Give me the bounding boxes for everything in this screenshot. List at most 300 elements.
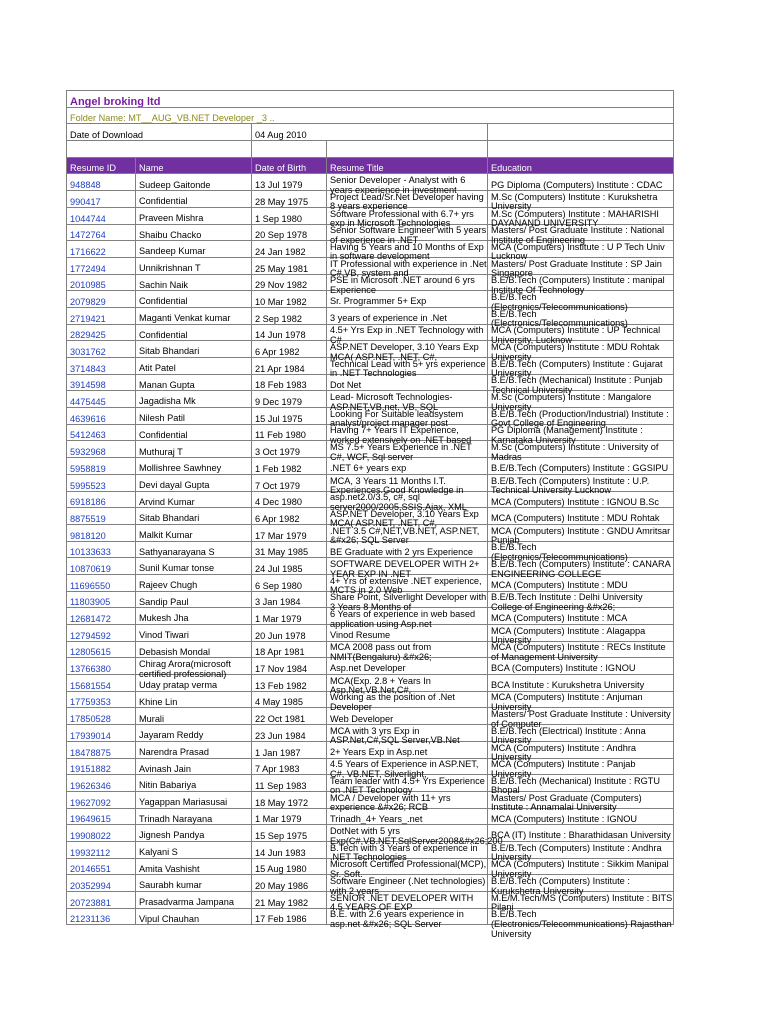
table-row (67, 625, 674, 642)
resume-title-cell (327, 775, 488, 796)
name-cell (136, 658, 252, 679)
empty-cell (488, 124, 674, 141)
resume-title-cell (327, 725, 488, 746)
education-cell-text: B.E/B.Tech (Electronics/Telecommunications) (491, 308, 628, 329)
table-row (67, 775, 674, 792)
education-cell-text: MCA (Computers) Institute : Anjuman University (491, 692, 643, 713)
resume-id-cell: 12681472 (67, 608, 136, 625)
resume-title-cell-text: 2+ Years Exp in Asp.net (330, 746, 428, 757)
name-cell (136, 458, 252, 475)
education-cell (488, 307, 674, 329)
name-cell-text: Sandeep Kumar (139, 246, 206, 257)
resume-id-cell: 17759353 (67, 691, 136, 708)
table-row (67, 291, 674, 308)
education-cell (488, 474, 674, 496)
name-cell-text: Muthuraj T (139, 446, 183, 457)
education-cell-text: MCA (Computers) Institute : MDU Rohtak (491, 513, 660, 524)
resume-title-cell-text: Having 5 Years and 10 Months of Exp in software development (330, 241, 484, 262)
table-row (67, 241, 674, 258)
name-cell (136, 207, 252, 224)
table-row (67, 191, 674, 208)
resume-id-cell: 19627092 (67, 791, 136, 808)
table-row (67, 374, 674, 391)
education-cell (488, 241, 674, 262)
dob-cell: 2 Sep 1982 (252, 307, 327, 324)
resume-title-cell (327, 374, 488, 391)
dob-cell: 4 May 1985 (252, 691, 327, 708)
resume-title-cell (327, 508, 488, 529)
resume-title-cell (327, 841, 488, 863)
name-cell-text: Arvind Kumar (139, 496, 195, 507)
resume-title-cell (327, 641, 488, 662)
resume-title-cell (327, 708, 488, 725)
table-row (67, 841, 674, 858)
education-cell (488, 741, 674, 763)
resume-title-cell (327, 391, 488, 412)
name-cell-text: Vipul Chauhan (139, 913, 200, 924)
education-cell (488, 491, 674, 508)
resume-title-cell (327, 324, 488, 345)
education-cell (488, 725, 674, 746)
name-cell-text: Maganti Venkat kumar (139, 313, 231, 324)
education-cell (488, 658, 674, 675)
name-cell (136, 641, 252, 658)
name-cell-text: Unnikrishnan T (139, 262, 201, 273)
name-cell (136, 775, 252, 792)
education-cell (488, 424, 674, 446)
name-cell (136, 625, 252, 642)
name-cell (136, 324, 252, 341)
sheet-title-row (67, 91, 674, 108)
folder-row (67, 107, 674, 124)
education-cell-text: MCA (Computers) Institute : RECs Institute of Management University (491, 642, 666, 662)
resume-id-cell: 20723881 (67, 892, 136, 909)
resume-title-cell (327, 274, 488, 295)
resume-id-cell: 990417 (67, 191, 136, 208)
resume-title-cell (327, 758, 488, 779)
name-cell (136, 675, 252, 692)
resume-title-cell (327, 458, 488, 475)
resume-title-cell-text: 4.5 Years of Experience in ASP.NET, C#, VB.NET, Silverlight, (330, 759, 479, 779)
resume-id-cell: 19932112 (67, 841, 136, 858)
table-row (67, 892, 674, 909)
education-cell (488, 875, 674, 896)
resume-title-cell-text: DotNet with 5 yrs Exp(C#,VB.NET,SqlServer2008&#x26;200 (330, 825, 503, 846)
resume-title-cell-text: MCA / Developer with 11+ yrs experience &#x26; RCB (330, 792, 451, 813)
table-row (67, 257, 674, 274)
resume-id-cell: 948848 (67, 174, 136, 191)
resume-title-cell (327, 741, 488, 758)
dob-cell: 1 Feb 1982 (252, 458, 327, 475)
education-cell-text: MCA (Computers) Institute : MDU (491, 580, 628, 591)
resume-title-cell-text: MCA(Exp. 2.8 + Years In Asp.Net,VB.Net,C#, (330, 675, 431, 696)
dob-cell: 20 May 1986 (252, 875, 327, 892)
resume-title-cell (327, 675, 488, 696)
resume-title-cell-text: PSE in Microsoft .NET around 6 yrs Experience (330, 275, 475, 295)
education-cell-text: BCA (Computers) Institute : IGNOU (491, 663, 636, 674)
name-cell (136, 274, 252, 291)
resume-title-cell-text: .NET 3.5 C#,NET,VB.NET, ASP.NET, &#x26; SQL Server (330, 525, 480, 546)
education-cell-text: B.E/B.Tech (Mechanical) Institute : Punjab Technical University (491, 375, 663, 395)
resume-title-cell (327, 491, 488, 512)
resume-title-cell (327, 791, 488, 813)
name-cell (136, 791, 252, 808)
education-cell-text: MCA (Computers) Institute : GNDU Amritsar Punjab (491, 525, 671, 546)
education-cell-text: Masters/ Post Graduate Institute : SP Jain Singapore (491, 258, 662, 279)
resume-title-cell-text: MCA 2008 pass out from NMIT(Bengaluru) &#x26; (330, 642, 432, 662)
name-cell-text: Sudeep Gaitonde (139, 179, 211, 190)
education-cell-text: B.E/B.Tech (Electrical) Institute : Anna University (491, 725, 646, 746)
education-cell (488, 257, 674, 279)
education-cell-text: B.E/B.Tech (Computers) Institute : Kurukshetra University (491, 876, 630, 896)
dob-cell: 22 Oct 1981 (252, 708, 327, 725)
resume-title-cell (327, 625, 488, 642)
name-cell-text: Shaibu Chacko (139, 229, 202, 240)
education-cell (488, 324, 674, 345)
resume-title-cell-text: Trinadh_4+ Years_.net (330, 813, 423, 824)
table-row (67, 408, 674, 425)
table-row (67, 808, 674, 825)
resume-title-cell-text: Microsoft Certified Professional(MCP), Sr. Soft. (330, 859, 487, 879)
name-cell (136, 608, 252, 625)
col-header-resume-id: Resume ID (67, 157, 136, 174)
resume-title-cell (327, 358, 488, 379)
resume-id-cell: 17939014 (67, 725, 136, 742)
education-cell-text: BCA Institute : Kurukshetra University (491, 680, 645, 691)
name-cell (136, 358, 252, 375)
name-cell (136, 408, 252, 425)
education-cell (488, 291, 674, 312)
resume-title-cell (327, 441, 488, 462)
name-cell-text: Sachin Naik (139, 279, 189, 290)
education-cell-text: Masters/ Post Graduate Institute : National Institute of Engineering (491, 225, 665, 245)
name-cell (136, 191, 252, 208)
blank-row (67, 141, 674, 158)
education-cell-text: BCA (IT) Institute : Bharathidasan University (491, 830, 671, 841)
name-cell-text: Confidential (139, 329, 188, 340)
name-cell (136, 908, 252, 925)
education-cell-text: B.E/B.Tech (Computers) Institute : manipal Institute Of Technology (491, 275, 665, 295)
name-cell-text: Jayaram Reddy (139, 730, 204, 741)
resume-title-cell (327, 191, 488, 212)
table-row (67, 558, 674, 575)
table-row (67, 875, 674, 892)
table-row (67, 708, 674, 725)
name-cell-text: Confidential (139, 296, 188, 307)
dob-cell: 1 Mar 1979 (252, 808, 327, 825)
col-header-name: Name (136, 157, 252, 174)
education-cell-text: MCA (Computers) Institute : IGNOU B.Sc (491, 496, 659, 507)
resume-title-cell-text: .NET 6+ years exp (330, 463, 407, 474)
table-row (67, 691, 674, 708)
resume-title-cell (327, 608, 488, 629)
resume-title-cell (327, 908, 488, 929)
resume-title-cell (327, 224, 488, 245)
resume-title-cell (327, 241, 488, 262)
name-cell-text: Yagappan Mariasusai (139, 796, 228, 807)
name-cell (136, 508, 252, 525)
education-cell (488, 224, 674, 245)
table-row (67, 758, 674, 775)
name-cell (136, 224, 252, 241)
resume-title-cell (327, 174, 488, 195)
education-cell-text: MCA (Computers) Institute : Panjab University (491, 759, 636, 779)
name-cell-text: Nitin Babariya (139, 780, 197, 791)
education-cell-text: B.E/B.Tech (Electronics/Telecommunications) (491, 542, 628, 562)
dob-cell: 11 Feb 1980 (252, 424, 327, 441)
table-row (67, 524, 674, 541)
education-cell (488, 191, 674, 212)
resume-title-cell (327, 691, 488, 713)
download-row (67, 124, 674, 141)
name-cell (136, 691, 252, 708)
education-cell (488, 207, 674, 229)
name-cell (136, 725, 252, 742)
table-row (67, 574, 674, 591)
name-cell-text: Sandip Paul (139, 596, 189, 607)
dob-cell: 24 Jan 1982 (252, 241, 327, 258)
resume-id-cell: 5932968 (67, 441, 136, 458)
resume-id-cell: 1716622 (67, 241, 136, 258)
education-cell (488, 708, 674, 729)
name-cell-text: Kalyani S (139, 847, 178, 858)
education-cell (488, 508, 674, 525)
resume-id-cell: 1472764 (67, 224, 136, 241)
table-row (67, 358, 674, 375)
education-cell (488, 524, 674, 546)
name-cell (136, 257, 252, 274)
dob-cell: 7 Apr 1983 (252, 758, 327, 775)
education-cell-text: B.E/B.Tech (Mechanical) Institute : RGTU Bhopal (491, 775, 661, 796)
resume-title-cell (327, 291, 488, 308)
resume-id-cell: 10870619 (67, 558, 136, 575)
resume-title-cell-text: 6 Years of experience in web based application using Asp.net (330, 609, 476, 629)
resume-title-cell (327, 658, 488, 675)
resume-title-cell-text: Looking For Suitable leadsystem analyst/project manager post (330, 408, 464, 429)
resume-title-cell-text: Asp.net Developer (330, 663, 406, 674)
education-cell (488, 358, 674, 379)
name-cell (136, 524, 252, 541)
resume-id-cell: 2079829 (67, 291, 136, 308)
table-row (67, 725, 674, 742)
education-cell-text: MCA (Computers) Institute : Andhra University (491, 742, 637, 763)
education-cell (488, 541, 674, 562)
resume-id-cell: 5958819 (67, 458, 136, 475)
name-cell (136, 474, 252, 491)
name-cell-text: Vinod Tiwari (139, 630, 189, 641)
dob-cell: 13 Jul 1979 (252, 174, 327, 191)
table-row (67, 641, 674, 658)
resume-title-cell-text: Vinod Resume (330, 630, 391, 641)
resume-title-cell (327, 574, 488, 596)
name-cell-text: Praveen Mishra (139, 212, 204, 223)
education-cell (488, 408, 674, 429)
name-cell (136, 858, 252, 875)
resume-id-cell: 20146551 (67, 858, 136, 875)
name-cell (136, 424, 252, 441)
dob-cell: 15 Sep 1975 (252, 825, 327, 842)
resume-id-cell: 3714843 (67, 358, 136, 375)
resume-title-cell (327, 524, 488, 546)
dob-cell: 14 Jun 1983 (252, 841, 327, 858)
table-row (67, 474, 674, 491)
resume-title-cell-text: 3 years of experience in .Net (330, 313, 447, 324)
name-cell-text: Sitab Bhandari (139, 346, 200, 357)
table-row (67, 591, 674, 608)
dob-cell: 29 Nov 1982 (252, 274, 327, 291)
table-row (67, 324, 674, 341)
resume-title-cell (327, 474, 488, 496)
resume-title-cell-text: Software Professional with 6.7+ yrs exp in Microsoft Technologies (330, 208, 474, 229)
resume-title-cell (327, 424, 488, 446)
education-cell (488, 341, 674, 362)
education-cell (488, 274, 674, 295)
resume-id-cell: 20352994 (67, 875, 136, 892)
name-cell-text: Mollishree Sawhney (139, 463, 222, 474)
education-cell (488, 691, 674, 713)
table-row (67, 491, 674, 508)
name-cell (136, 341, 252, 358)
column-header-row (67, 157, 674, 174)
dob-cell: 17 Nov 1984 (252, 658, 327, 675)
table-row (67, 858, 674, 875)
name-cell-text: Malkit Kumar (139, 529, 193, 540)
education-cell (488, 591, 674, 612)
resume-id-cell: 19151882 (67, 758, 136, 775)
table-row (67, 658, 674, 675)
name-cell (136, 491, 252, 508)
name-cell (136, 758, 252, 775)
resume-title-cell (327, 558, 488, 579)
education-cell-text: M.Sc (Computers) Institute : MAHARISHI DAYANAND UNIVERSITY (491, 208, 659, 229)
education-cell-text: B.E/B.Tech Institute : Delhi University College of Engineering &#x26; (491, 592, 643, 612)
resume-title-cell-text: BE Graduate with 2 yrs Experience (330, 546, 473, 557)
table-row (67, 307, 674, 324)
education-cell-text: M.E/M.Tech/MS (Computers) Institute : BITS Pilani (491, 892, 673, 913)
resume-title-cell-text: Sr. Programmer 5+ Exp (330, 296, 427, 307)
dob-cell: 10 Mar 1982 (252, 291, 327, 308)
dob-cell: 11 Sep 1983 (252, 775, 327, 792)
education-cell-text: MCA (Computers) Institute : MDU Rohtak University (491, 342, 660, 362)
resume-title-cell-text: Web Developer (330, 713, 394, 724)
education-cell-text: M.Sc (Computers) Institute : Kurukshetra University (491, 191, 658, 212)
dob-cell: 3 Jan 1984 (252, 591, 327, 608)
education-cell-text: B.E/B.Tech (Production/Industrial) Institute : Govt College of Engineering (491, 408, 669, 429)
resume-title-cell (327, 541, 488, 558)
dob-cell: 1 Mar 1979 (252, 608, 327, 625)
resume-title-cell (327, 591, 488, 612)
education-cell-text: M.Sc (Computers) Institute : University of Madras (491, 442, 659, 462)
dob-cell: 6 Apr 1982 (252, 341, 327, 358)
resume-title-cell-text: Software Engineer (.Net technologies) with 2 years (330, 876, 486, 896)
table-row (67, 441, 674, 458)
col-header-resume-title: Resume Title (327, 157, 488, 174)
dob-cell: 1 Jan 1987 (252, 741, 327, 758)
education-cell (488, 791, 674, 813)
education-cell (488, 574, 674, 591)
resume-id-cell: 3031762 (67, 341, 136, 358)
table-row (67, 174, 674, 191)
dob-cell: 28 May 1975 (252, 191, 327, 208)
company-title: Angel broking ltd (67, 91, 674, 108)
table-row (67, 541, 674, 558)
name-cell-text: Confidential (139, 429, 188, 440)
resume-title-cell-text: Project Lead/Sr.Net Developer having 8 years experience (330, 191, 484, 212)
resume-title-cell-text: Team leader with 4.5+ Yrs Experience on .NET Technology (330, 775, 485, 796)
resume-title-cell-text: Having 7+ Years IT Experience, worked extensively on .NET based (330, 425, 472, 446)
table-row (67, 508, 674, 525)
col-header-education: Education (488, 157, 674, 174)
resume-title-cell-text: Senior Developer - Analyst with 6 years experience in investment (330, 175, 466, 195)
table-row (67, 608, 674, 625)
education-cell-text: MCA (Computers) Institute : U P Tech Univ Lucknow (491, 241, 665, 262)
dob-cell: 18 Feb 1983 (252, 374, 327, 391)
education-cell (488, 374, 674, 395)
table-row (67, 791, 674, 808)
table-row (67, 825, 674, 842)
name-cell-text: Rajeev Chugh (139, 580, 198, 591)
name-cell (136, 307, 252, 324)
education-cell-text: B.E/B.Tech (Computers) Institute : Gujarat University (491, 358, 663, 379)
resume-id-cell: 5412463 (67, 424, 136, 441)
resume-title-cell (327, 257, 488, 279)
resume-title-cell (327, 808, 488, 825)
folder-name: Folder Name: MT__AUG_VB.NET Developer _3 .. (67, 107, 674, 124)
education-cell (488, 458, 674, 475)
resume-id-cell: 8875519 (67, 508, 136, 525)
name-cell-text: Devi dayal Gupta (139, 479, 210, 490)
resume-id-cell: 12805615 (67, 641, 136, 658)
education-cell (488, 675, 674, 692)
table-row (67, 908, 674, 925)
resume-id-cell: 17850528 (67, 708, 136, 725)
education-cell-text: B.E/B.Tech (Computers) Institute : U.P. Technical University Lucknow (491, 475, 650, 496)
name-cell (136, 591, 252, 608)
dob-cell: 1 Sep 1980 (252, 207, 327, 224)
education-cell-text: MCA (Computers) Institute : Alagappa University (491, 625, 646, 646)
education-cell-text: B.E/B.Tech (Computers) Institute : GGSIPU (491, 463, 669, 474)
dob-cell: 13 Feb 1982 (252, 675, 327, 692)
name-cell-text: Murali (139, 713, 165, 724)
education-cell (488, 758, 674, 779)
education-cell (488, 775, 674, 796)
resume-title-cell-text: Working as the position of .Net Developer (330, 692, 455, 713)
education-cell (488, 174, 674, 191)
name-cell-text: Trinadh Narayana (139, 813, 213, 824)
empty-cell (488, 141, 674, 158)
resume-title-cell-text: Share Point, Silverlight Developer with 3 Years 8 Months of (330, 592, 487, 612)
table-row (67, 274, 674, 291)
resume-title-cell (327, 307, 488, 324)
name-cell-text: Jignesh Pandya (139, 830, 205, 841)
resume-id-cell: 5995523 (67, 474, 136, 491)
resume-title-cell-text: ASP.NET Developer, 3.10 Years Exp MCA( ASP.NET, .NET, C#, (330, 508, 479, 529)
dob-cell: 18 May 1972 (252, 791, 327, 808)
resume-title-cell-text: MS 7.5+ Years Experience in .NET C#, WCF, Sql server (330, 442, 472, 462)
dob-cell: 21 May 1982 (252, 892, 327, 909)
resume-id-cell: 19649615 (67, 808, 136, 825)
resume-id-cell: 1772494 (67, 257, 136, 274)
education-cell (488, 892, 674, 913)
table-row (67, 675, 674, 692)
dob-cell: 9 Dec 1979 (252, 391, 327, 408)
resume-id-cell: 10133633 (67, 541, 136, 558)
resume-id-cell: 1044744 (67, 207, 136, 224)
table-row (67, 741, 674, 758)
resume-title-cell-text: Dot Net (330, 379, 362, 390)
education-cell-text: B.E/B.Tech (Computers) Institute : CANARA ENGINEERING COLLEGE (491, 558, 671, 579)
education-cell-text: Masters/ Post Graduate (Computers) Institute : Annamalai University (491, 792, 642, 813)
